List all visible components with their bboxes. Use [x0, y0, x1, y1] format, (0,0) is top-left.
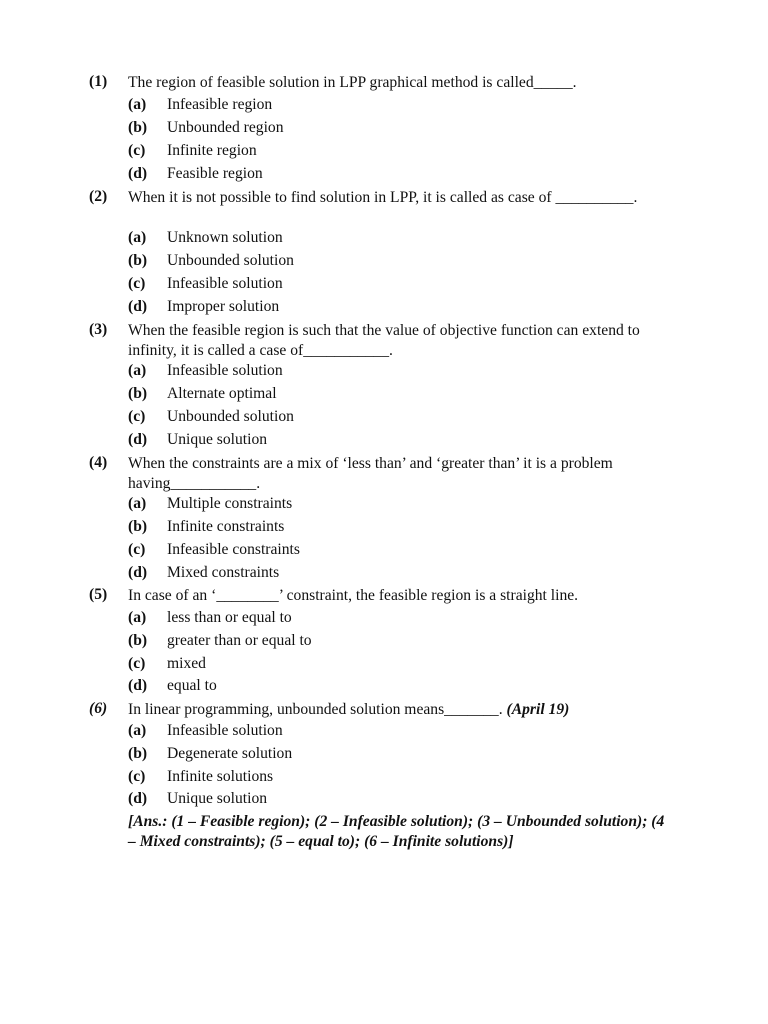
option-letter: (c): [128, 541, 146, 558]
option-text: Infeasible solution: [167, 275, 283, 292]
question-text: When it is not possible to find solution in LPP, it is called as case of __________.: [128, 189, 638, 206]
option-text: Infeasible solution: [167, 722, 283, 739]
option-text: Unbounded region: [167, 119, 284, 136]
option-letter: (a): [128, 722, 147, 739]
question-number: (2): [89, 188, 108, 205]
option-text: Infeasible constraints: [167, 541, 300, 558]
exam-tag: (April 19): [506, 701, 570, 718]
answer-key: [Ans.: (1 – Feasible region); (2 – Infeasible solution); (3 – Unbounded solution); (4 – Mixed constraints); (5 – equal to); (6 – Infinite solutions)]: [128, 813, 665, 850]
option-letter: (b): [128, 745, 148, 762]
option-letter: (c): [128, 408, 146, 425]
question-text: In case of an ‘________’ constraint, the feasible region is a straight line.: [128, 587, 579, 604]
option-letter: (a): [128, 96, 147, 113]
option-text: Unbounded solution: [167, 252, 294, 269]
option-letter: (d): [128, 564, 148, 581]
option-letter: (c): [128, 275, 146, 292]
option-text: Unique solution: [167, 431, 268, 448]
question-text-line: [128, 700, 668, 720]
option-text: mixed: [167, 655, 206, 672]
option-text: Infinite constraints: [167, 518, 285, 535]
option-letter: (c): [128, 142, 146, 159]
option-text: Degenerate solution: [167, 745, 293, 762]
question-number: (5): [89, 586, 108, 603]
option-text: Infeasible solution: [167, 362, 283, 379]
option-letter: (d): [128, 165, 148, 182]
option-letter: (b): [128, 632, 148, 649]
option-letter: (a): [128, 229, 147, 246]
option-text: Infinite solutions: [167, 768, 274, 785]
question-number: (3): [89, 321, 108, 338]
option-letter: (b): [128, 252, 148, 269]
option-letter: (b): [128, 518, 148, 535]
option-text: Infeasible region: [167, 96, 273, 113]
question-number: (6): [89, 700, 108, 717]
option-text: Mixed constraints: [167, 564, 280, 581]
option-text: Improper solution: [167, 298, 280, 315]
option-text: equal to: [167, 677, 217, 694]
question-text: The region of feasible solution in LPP graphical method is called_____.: [128, 74, 577, 91]
question-number: (1): [89, 73, 108, 90]
option-text: Unbounded solution: [167, 408, 294, 425]
option-letter: (d): [128, 677, 148, 694]
option-letter: (d): [128, 790, 148, 807]
option-text: greater than or equal to: [167, 632, 312, 649]
option-text: Unique solution: [167, 790, 268, 807]
option-letter: (b): [128, 385, 148, 402]
option-text: Feasible region: [167, 165, 263, 182]
option-letter: (c): [128, 768, 146, 785]
question-text: In linear programming, unbounded solution means_______.: [128, 701, 503, 718]
option-letter: (d): [128, 431, 148, 448]
option-letter: (a): [128, 609, 147, 626]
question-number: (4): [89, 454, 108, 471]
option-letter: (a): [128, 362, 147, 379]
option-letter: (a): [128, 495, 147, 512]
option-letter: (c): [128, 655, 146, 672]
option-text: Multiple constraints: [167, 495, 293, 512]
option-text: Alternate optimal: [167, 385, 277, 402]
option-text: less than or equal to: [167, 609, 292, 626]
option-letter: (b): [128, 119, 148, 136]
option-text: Unknown solution: [167, 229, 283, 246]
option-text: Infinite region: [167, 142, 257, 159]
question-text: When the constraints are a mix of ‘less than’ and ‘greater than’ it is a problem having___________.: [128, 455, 613, 492]
question-text: When the feasible region is such that the value of objective function can extend to infinity, it is called a case of___________.: [128, 322, 640, 359]
option-letter: (d): [128, 298, 148, 315]
